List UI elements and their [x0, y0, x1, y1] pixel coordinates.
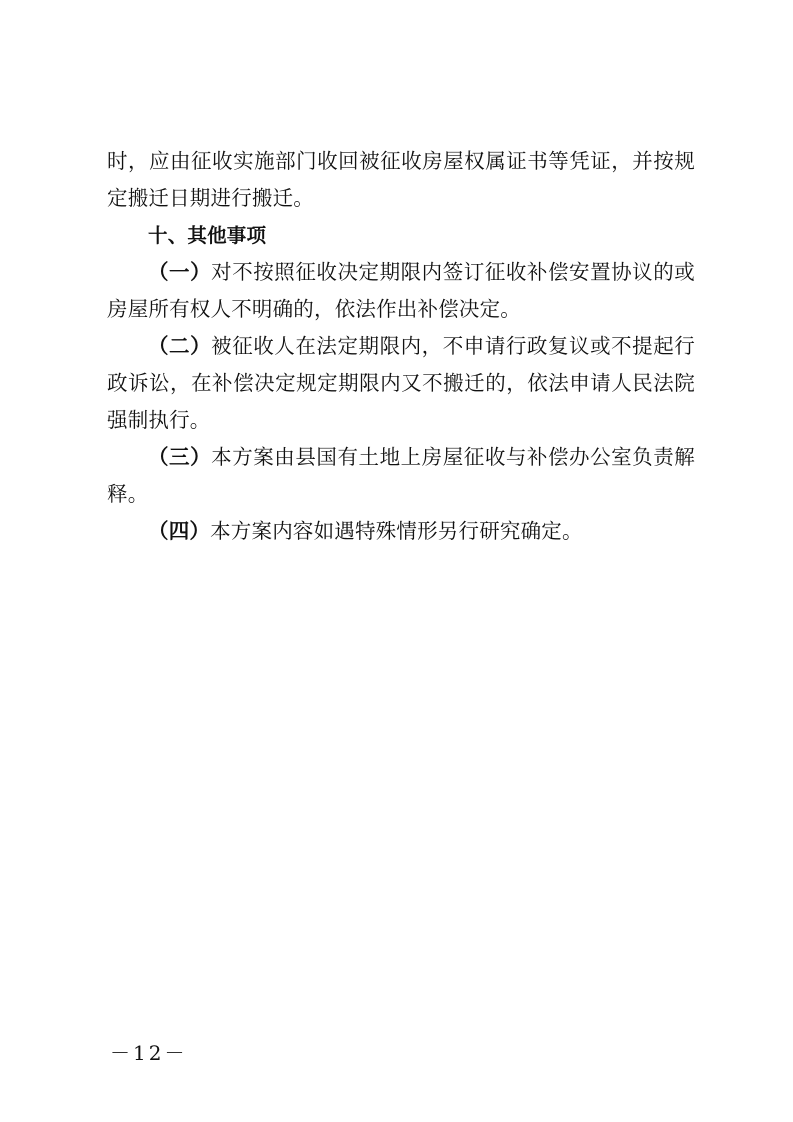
item-text: 本方案内容如遇特殊情形另行研究确定。	[210, 519, 583, 543]
item-text: 对不按照征收决定期限内签订征收补偿安置协议的或房屋所有权人不明确的，依法作出补偿决定。	[107, 260, 695, 321]
document-body	[107, 143, 695, 550]
item-marker: （四）	[148, 519, 211, 543]
item-marker: （三）	[148, 445, 212, 469]
item-paragraph-4	[107, 513, 695, 550]
continuation-paragraph: 时，应由征收实施部门收回被征收房屋权属证书等凭证，并按规定搬迁日期进行搬迁。	[107, 149, 695, 210]
item-paragraph-2	[107, 328, 695, 439]
section-heading: 十、其他事项	[148, 224, 267, 247]
item-paragraph-1	[107, 254, 695, 328]
item-marker: （一）	[148, 260, 212, 284]
item-marker: （二）	[148, 334, 212, 358]
page-number: －12－	[110, 1041, 188, 1065]
item-text: 本方案由县国有土地上房屋征收与补偿办公室负责解释。	[107, 445, 695, 506]
item-paragraph-3	[107, 439, 695, 513]
item-text: 被征收人在法定期限内，不申请行政复议或不提起行政诉讼，在补偿决定规定期限内又不搬迁的，依法申请人民法院强制执行。	[107, 334, 695, 432]
